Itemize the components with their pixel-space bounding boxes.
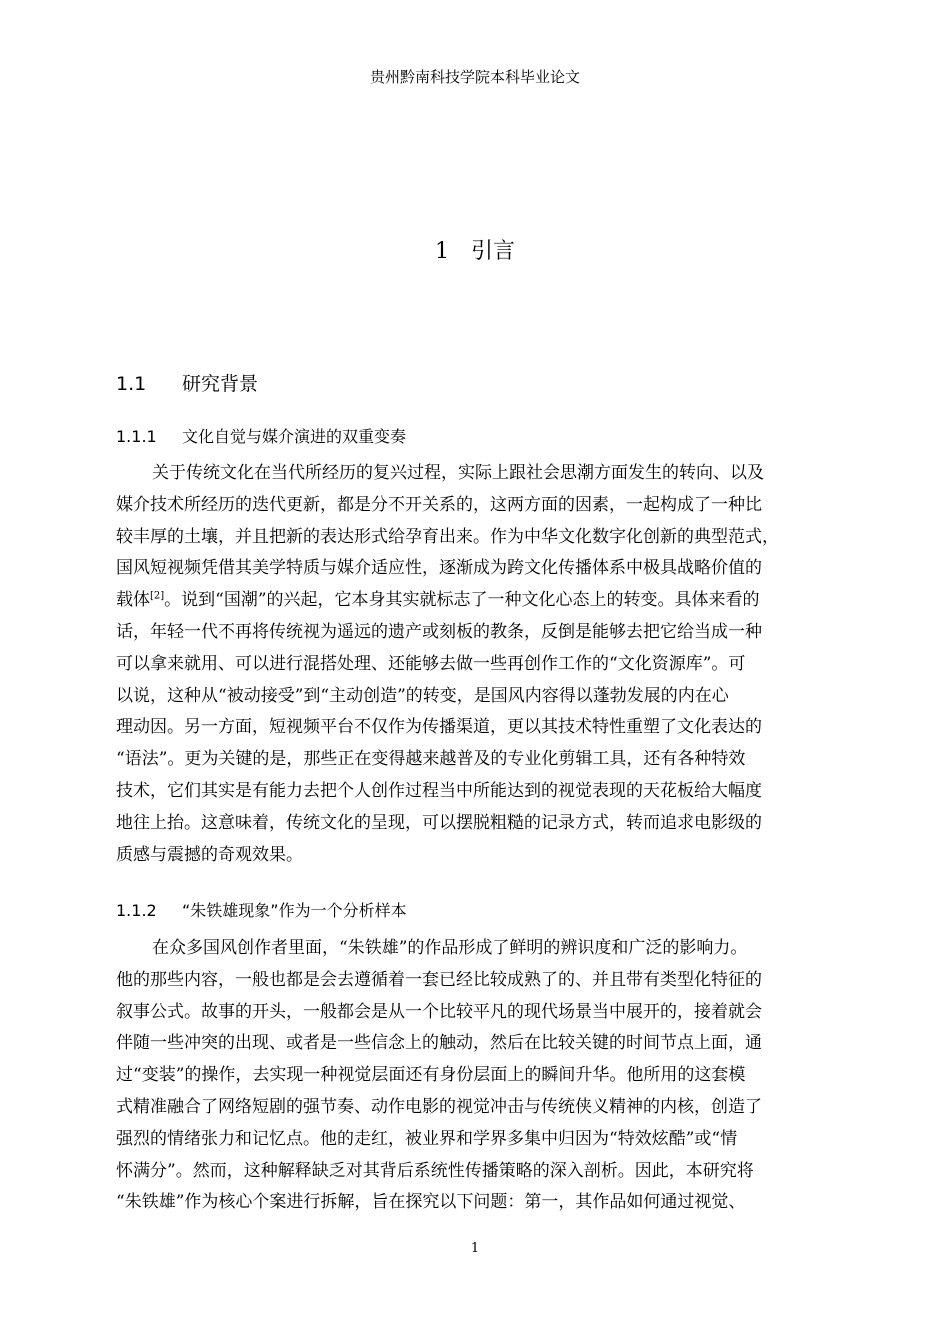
paragraph-line: 在众多国风创作者里面，“朱铁雄”的作品形成了鲜明的辨识度和广泛的影响力。 xyxy=(152,938,748,958)
paragraph-line xyxy=(116,585,836,617)
citation: [2] xyxy=(150,590,165,602)
paragraph-line: 以说，这种从“被动接受”到“主动创造”的转变，是国风内容得以蓬勃发展的内在心 xyxy=(116,685,729,706)
paragraph-2 xyxy=(116,933,836,1219)
paragraph-line: 较丰厚的土壤，并且把新的表达形式给孕育出来。作为中华文化数字化创新的典型范式， xyxy=(116,526,779,547)
section-title: 研究背景 xyxy=(182,373,259,395)
paragraph-1 xyxy=(116,458,836,871)
paragraph-line: 地往上抬。这意味着，传统文化的呈现，可以摆脱粗糙的记录方式，转而追求电影级的 xyxy=(116,812,762,833)
page-number: 1 xyxy=(470,1241,480,1256)
paragraph-line: 关于传统文化在当代所经历的复兴过程，实际上跟社会思潮方面发生的转向、以及 xyxy=(152,463,764,483)
paragraph-line: 伴随一些冲突的出现、或者是一些信念上的触动，然后在比较关键的时间节点上面，通 xyxy=(116,1033,762,1054)
running-header: 贵州黔南科技学院本科毕业论文 xyxy=(369,68,580,86)
subsection-heading-2 xyxy=(116,899,407,923)
paragraph-line: 怀满分”。然而，这种解释缺乏对其背后系统性传播策略的深入剖析。因此，本研究将 xyxy=(116,1160,754,1181)
paragraph-line: “语法”。更为关键的是，那些正在变得越来越普及的专业化剪辑工具，还有各种特效 xyxy=(116,749,746,770)
paragraph-line: 国风短视频凭借其美学特质与媒介适应性，逐渐成为跨文化传播体系中极具战略价值的 xyxy=(116,558,762,579)
paragraph-line: 媒介技术所经历的迭代更新，都是分不开关系的，这两方面的因素，一起构成了一种比 xyxy=(116,494,762,515)
paragraph-line: 可以拿来就用、可以进行混搭处理、还能够去做一些再创作工作的“文化资源库”。可 xyxy=(116,653,746,674)
paragraph-line: 话，年轻一代不再将传统视为遥远的遗产或刻板的教条，反倒是能够去把它给当成一种 xyxy=(116,621,762,642)
subsection-heading-1 xyxy=(116,425,406,449)
paragraph-line: 式精准融合了网络短剧的强节奏、动作电影的视觉冲击与传统侠义精神的内核，创造了 xyxy=(116,1096,762,1117)
chapter-title-text: 引言 xyxy=(470,239,515,264)
paragraph-line: 叙事公式。故事的开头，一般都会是从一个比较平凡的现代场景当中展开的，接着就会 xyxy=(116,1001,762,1022)
section-number: 1.1 xyxy=(116,373,147,395)
section-heading xyxy=(116,370,258,398)
paragraph-line: 理动因。另一方面，短视频平台不仅作为传播渠道，更以其技术特性重塑了文化表达的 xyxy=(116,717,762,738)
paragraph-text: 。说到“国潮”的兴起，它本身其实就标志了一种文化心态上的转变。具体来看的 xyxy=(164,590,760,611)
paragraph-line: “朱铁雄”作为核心个案进行拆解，旨在探究以下问题：第一，其作品如何通过视觉、 xyxy=(116,1192,746,1213)
chapter-title xyxy=(0,236,950,268)
subsection-title: “朱铁雄现象”作为一个分析样本 xyxy=(182,901,407,920)
paragraph-line: 质感与震撼的奇观效果。 xyxy=(116,844,303,865)
paragraph-line: 过“变装”的操作，去实现一种视觉层面还有身份层面上的瞬间升华。他所用的这套模 xyxy=(116,1065,746,1086)
subsection-title: 文化自觉与媒介演进的双重变奏 xyxy=(182,427,407,446)
paragraph-line: 他的那些内容，一般也都是会去遵循着一套已经比较成熟了的、并且带有类型化特征的 xyxy=(116,969,762,990)
paragraph-text: 载体 xyxy=(116,590,150,611)
paragraph-line: 强烈的情绪张力和记忆点。他的走红，被业界和学界多集中归因为“特效炫酷”或“情 xyxy=(116,1128,738,1149)
subsection-number: 1.1.1 xyxy=(116,427,157,446)
chapter-number: 1 xyxy=(434,239,449,264)
subsection-number: 1.1.2 xyxy=(116,901,157,920)
paragraph-line: 技术，它们其实是有能力去把个人创作过程当中所能达到的视觉表现的天花板给大幅度 xyxy=(116,780,762,801)
